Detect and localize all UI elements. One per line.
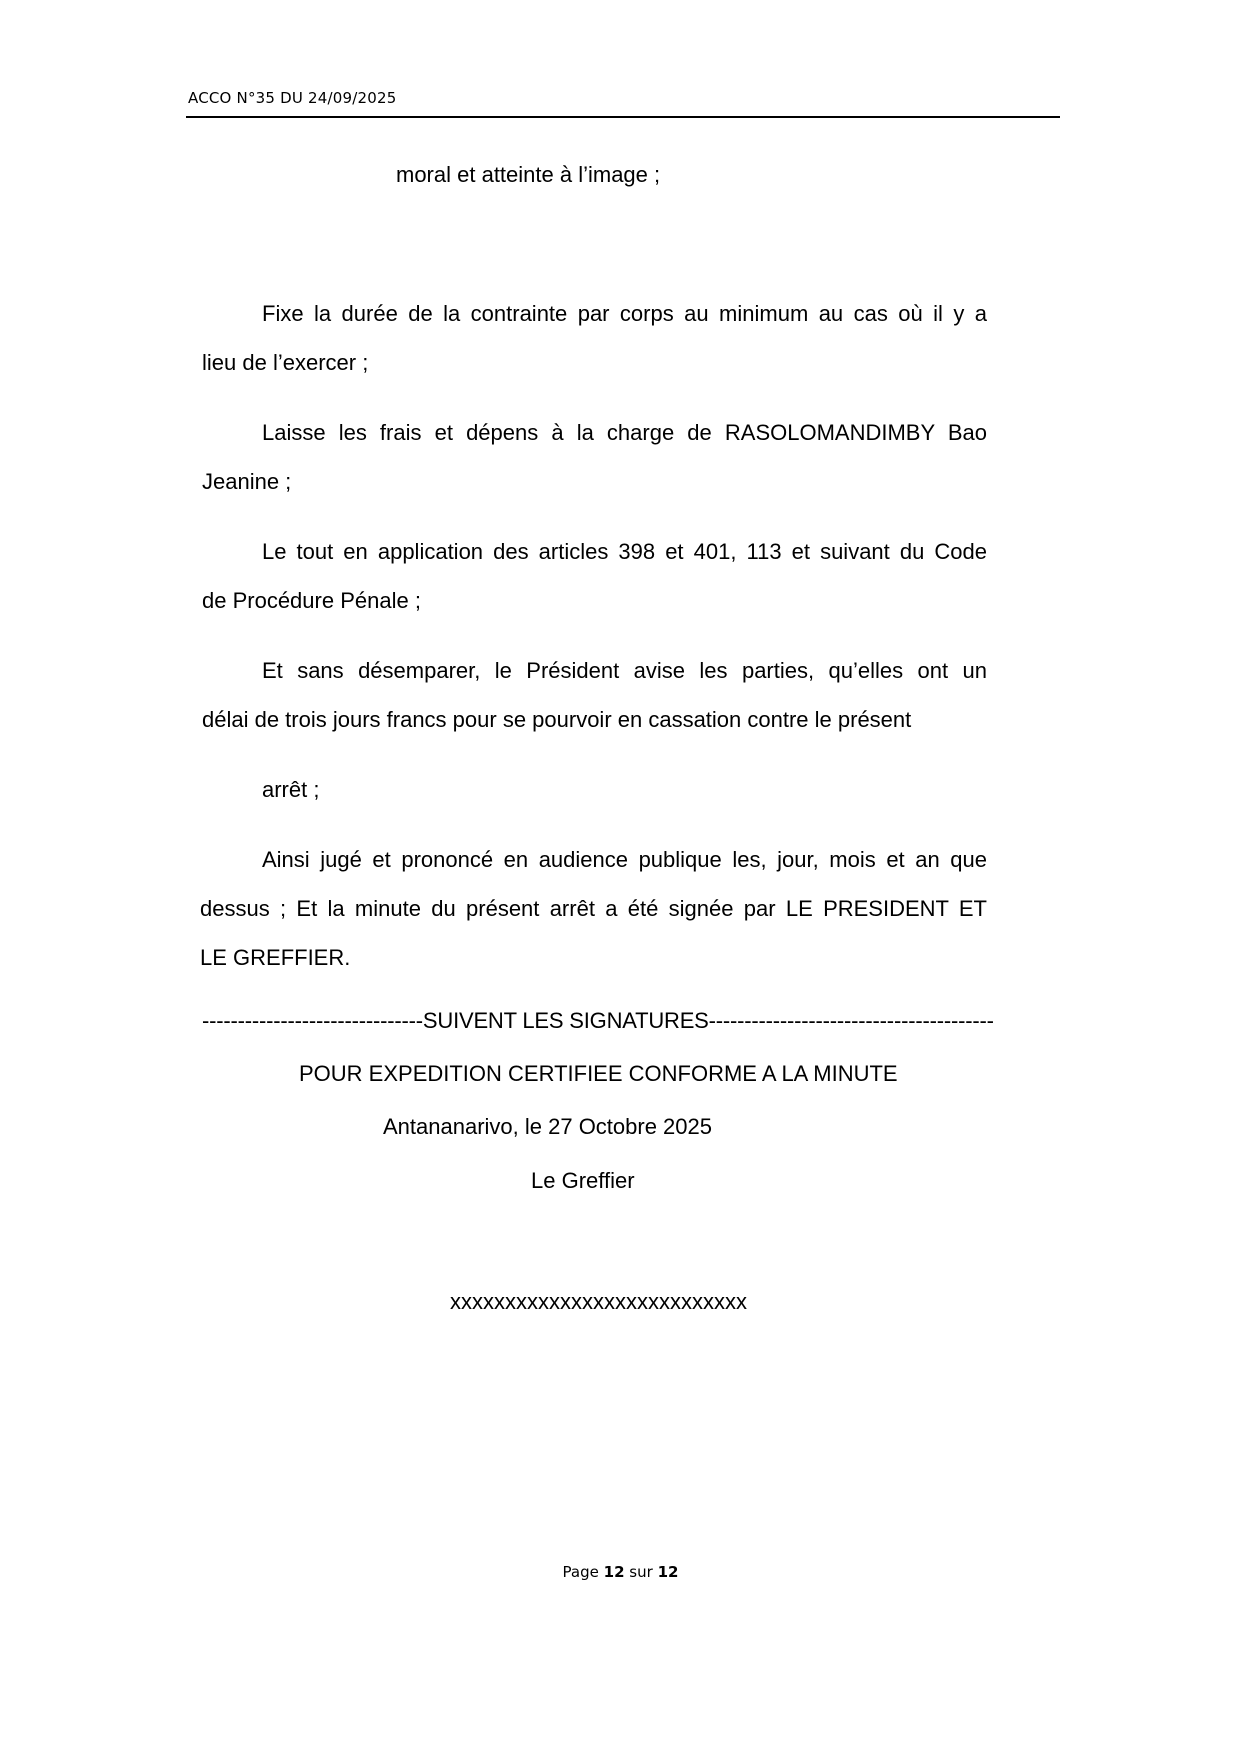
paragraph-line: lieu de l’exercer ;: [202, 350, 369, 375]
total-page-count: 12: [657, 1563, 679, 1581]
paragraph-line: délai de trois jours francs pour se pourvoir en cassation contre le présent: [202, 707, 912, 732]
document-reference: ACCO N°35 DU 24/09/2025: [188, 89, 397, 107]
paragraph-line: Ainsi jugé et prononcé en audience publique les, jour, mois et an que: [262, 847, 987, 872]
paragraph-line: Le tout en application des articles 398 et 401, 113 et suivant du Code: [262, 539, 987, 564]
page-number: [0, 1563, 1241, 1581]
sur-label: sur: [629, 1563, 653, 1581]
signatory-title: Le Greffier: [531, 1168, 635, 1193]
paragraph-line: arrêt ;: [262, 777, 320, 802]
header-divider: [186, 116, 1060, 118]
paragraph-line: Jeanine ;: [202, 469, 292, 494]
paragraph-line: Laisse les frais et dépens à la charge de RASOLOMANDIMBY Bao: [262, 420, 987, 445]
paragraph-line: Et sans désemparer, le Président avise les parties, qu’elles ont un: [262, 658, 987, 683]
certification-heading: POUR EXPEDITION CERTIFIEE CONFORME A LA MINUTE: [299, 1061, 898, 1086]
paragraph-line: dessus ; Et la minute du présent arrêt a été signée par LE PRESIDENT ET: [200, 896, 987, 921]
text-line: moral et atteinte à l’image ;: [396, 162, 661, 187]
paragraph-line: Fixe la durée de la contrainte par corps au minimum au cas où il y a: [262, 301, 987, 326]
place-and-date: Antananarivo, le 27 Octobre 2025: [383, 1114, 713, 1139]
current-page-number: 12: [603, 1563, 625, 1581]
signatures-separator: -------------------------------SUIVENT LES SIGNATURES----------------------------------------: [202, 1008, 994, 1033]
paragraph-line: LE GREFFIER.: [200, 945, 351, 970]
redacted-signatory-name: xxxxxxxxxxxxxxxxxxxxxxxxxxx: [450, 1289, 747, 1314]
page-label: Page: [562, 1563, 599, 1581]
paragraph-line: de Procédure Pénale ;: [202, 588, 421, 613]
